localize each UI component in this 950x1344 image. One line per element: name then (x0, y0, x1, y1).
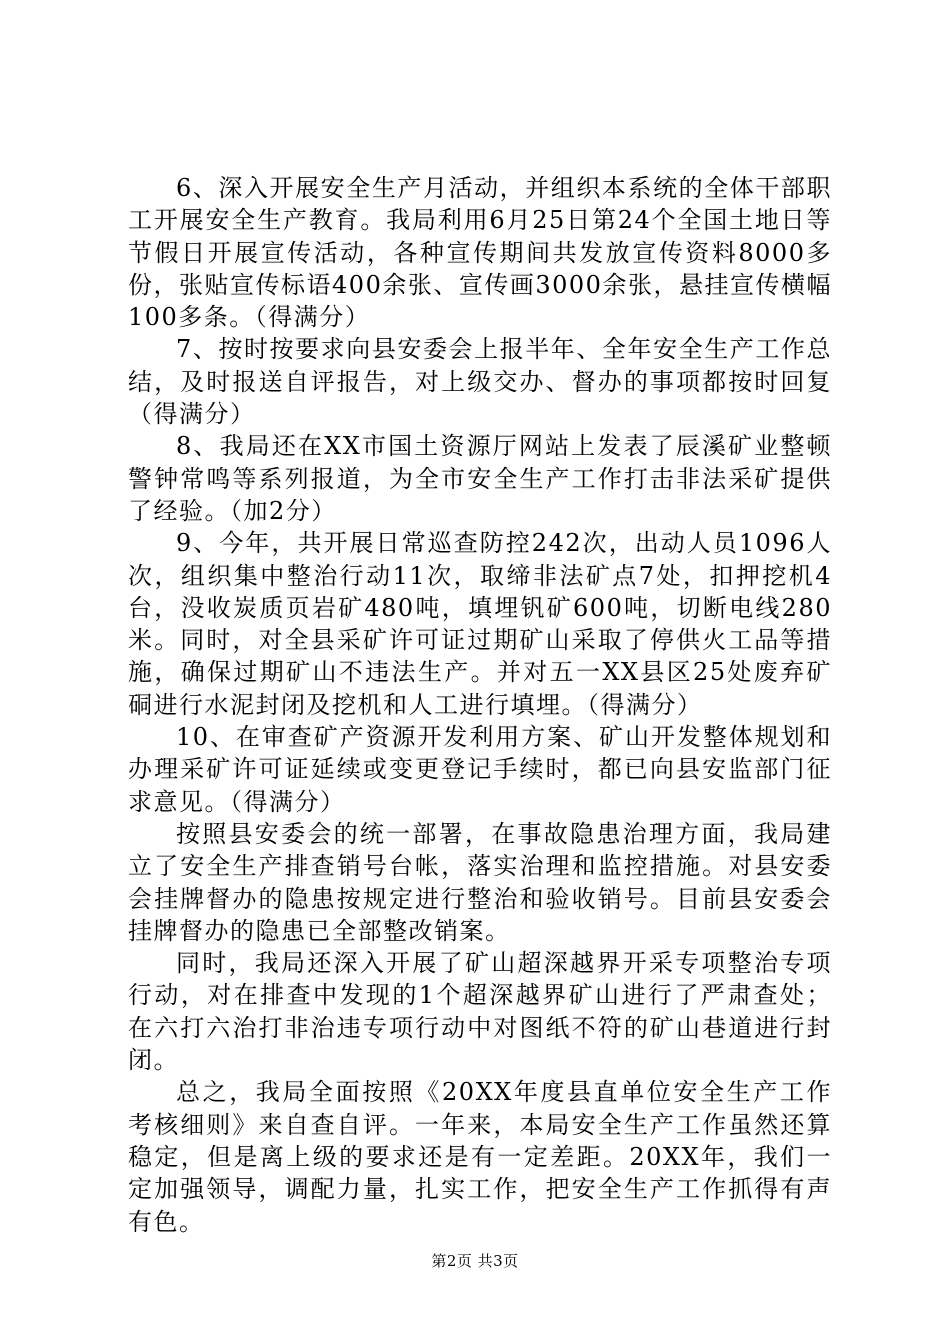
paragraph-special-action: 同时，我局还深入开展了矿山超深越界开采专项整治专项行动，对在排查中发现的1个超深越界矿山进行了严肃查处；在六打六治打非治违专项行动中对图纸不符的矿山巷道进行封闭。 (128, 949, 832, 1075)
paragraph-summary: 总之，我局全面按照《20XX年度县直单位安全生产工作考核细则》来自查自评。一年来，本局安全生产工作虽然还算稳定，但是离上级的要求还是有一定差距。20XX年，我们一定加强领导，调配力量，扎实工作，把安全生产工作抓得有声有色。 (128, 1078, 832, 1236)
paragraph-item-10: 10、在审查矿产资源开发利用方案、矿山开发整体规划和办理采矿许可证延续或变更登记手续时，都已向县安监部门征求意见。（得满分） (128, 723, 832, 816)
paragraph-item-6: 6、深入开展安全生产月活动，并组织本系统的全体干部职工开展安全生产教育。我局利用6月25日第24个全国土地日等节假日开展宣传活动，各种宣传期间共发放宣传资料8000多份，张贴宣传标语400余张、宣传画3000余张，悬挂宣传横幅100多条。（得满分） (128, 174, 832, 332)
document-body (128, 172, 832, 1238)
page-number-label: 第2页 共3页 (431, 1252, 519, 1270)
page-footer (0, 1250, 950, 1271)
paragraph-hazard-treatment: 按照县安委会的统一部署，在事故隐患治理方面，我局建立了安全生产排查销号台帐，落实治理和监控措施。对县安委会挂牌督办的隐患按规定进行整治和验收销号。目前县安委会挂牌督办的隐患已全部整改销案。 (128, 819, 832, 945)
paragraph-item-7: 7、按时按要求向县安委会上报半年、全年安全生产工作总结，及时报送自评报告，对上级交办、督办的事项都按时回复（得满分） (128, 335, 832, 429)
paragraph-item-8: 8、我局还在XX市国土资源厅网站上发表了辰溪矿业整顿警钟常鸣等系列报道，为全市安全生产工作打击非法采矿提供了经验。（加2分） (128, 432, 832, 525)
paragraph-item-9: 9、今年，共开展日常巡查防控242次，出动人员1096人次，组织集中整治行动11次，取缔非法矿点7处，扣押挖机4台，没收炭质页岩矿480吨，填埋钒矿600吨，切断电线280米。同时，对全县采矿许可证过期矿山采取了停供火工品等措施，确保过期矿山不违法生产。并对五一XX县区25处废弃矿硐进行水泥封闭及挖机和人工进行填埋。（得满分） (128, 529, 832, 719)
